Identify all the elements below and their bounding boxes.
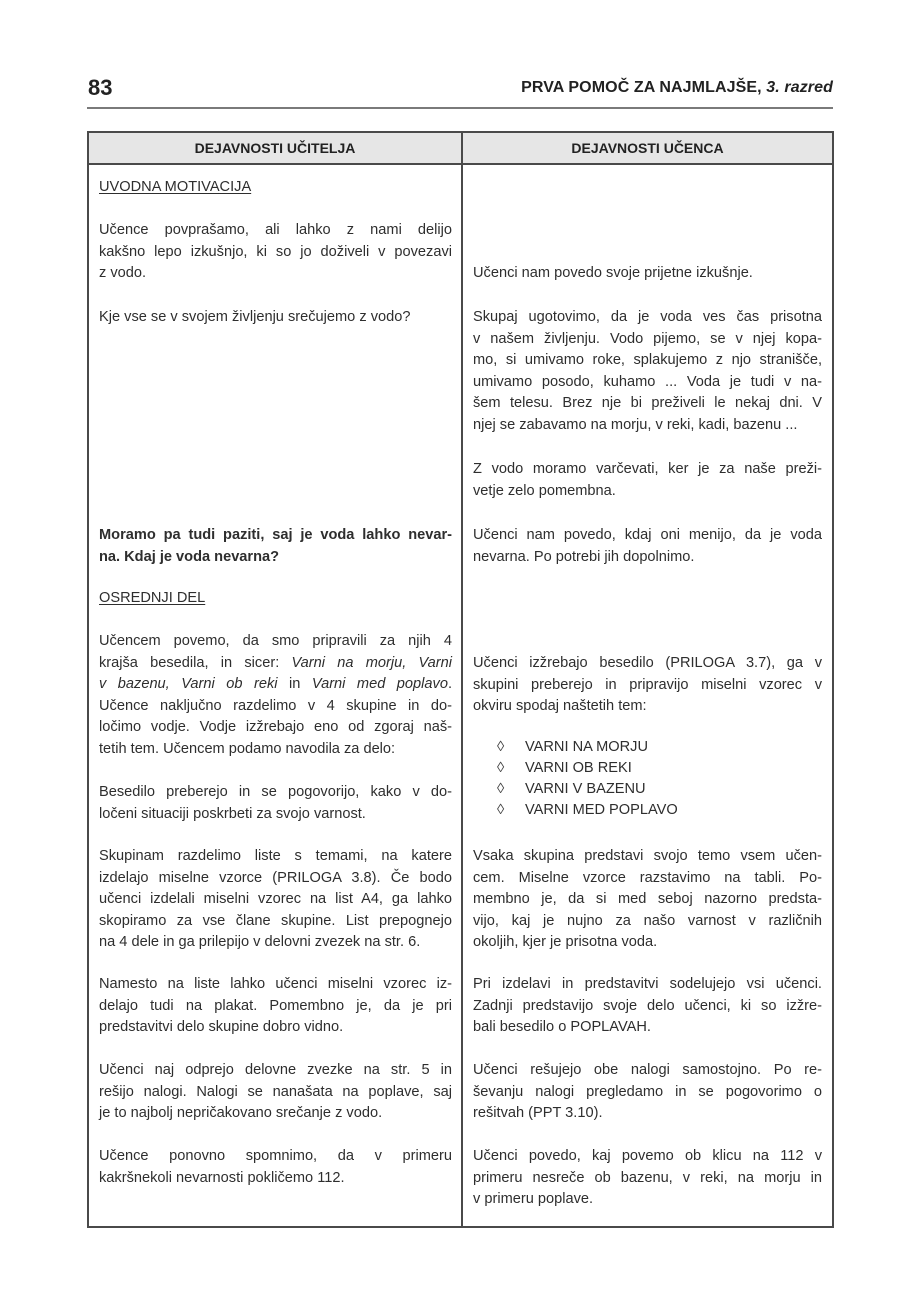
section-title-main: OSREDNJI DEL (99, 590, 206, 606)
section-title-intro: UVODNA MOTIVACIJA (99, 179, 252, 195)
text-line: cem. Miselne vzorce razstavimo na tabli. Po- (473, 869, 822, 886)
text-line: kakršnekoli nevarnosti pokličemo 112. (99, 1169, 345, 1186)
lesson-activities-table (87, 131, 834, 1228)
text-line: Vsaka skupina predstavi svojo temo vsem učen- (473, 848, 822, 864)
student-paragraph (473, 846, 822, 954)
book-title: PRVA POMOČ ZA NAJMLAJŠE, (521, 79, 762, 96)
topic-list (473, 737, 822, 821)
text-line: z vodo. (99, 265, 147, 282)
text-line: membno je, da si med seboj nazorno predsta- (473, 891, 822, 908)
text-line: mo, si umivamo roke, splakujemo z njo stranišče, (473, 352, 822, 369)
text-line: na 4 dele in ga prilepijo v delovni zvezek na str. 6. (99, 934, 421, 951)
text-line: okoljih, kjer je prisotna voda. (473, 934, 658, 951)
text-line: tetih tem. Učencem podamo navodila za delo: (99, 740, 396, 757)
text-line: Namesto na liste lahko učenci miselni vzorec iz- (99, 976, 452, 992)
text-line: Skupaj ugotovimo, da je voda ves čas prisotna (473, 309, 822, 325)
text-line: skopiramo za vse člane skupine. List prepognejo (99, 912, 452, 929)
running-head (521, 79, 833, 97)
text-line: umivamo posodo, kuhamo ... Voda je tudi v na- (473, 373, 822, 390)
text-line: delajo tudi na plakat. Pomembno je, da je pri (99, 997, 452, 1014)
text-line: v primeru poplave. (473, 1191, 594, 1208)
text-line: rešijo nalogi. Nalogi se nanašata na poplave, saj (99, 1083, 452, 1100)
topic-item: ◊ VARNI V BAZENU (473, 779, 822, 800)
text-line: njej se zabavamo na morju, v reki, kadi, bazenu ... (473, 416, 798, 433)
text-line: vijo, kaj je nujno za našo varnost v različnih (473, 912, 822, 929)
student-paragraph (473, 1060, 822, 1125)
text-line: je to najbolj nepričakovano srečanje z vodo. (99, 1105, 383, 1122)
text-line: Z vodo moramo varčevati, ker je za naše preži- (473, 461, 822, 477)
text-line: primeru nesreče ob bazenu, v reki, na morju in (473, 1169, 822, 1186)
column-header-student: DEJAVNOSTI UČENCA (571, 140, 724, 156)
text-line: Zadnji predstavijo svoje delo učenci, ki so izžre- (473, 997, 822, 1014)
diamond-bullet-icon: ◊ (497, 760, 505, 776)
student-paragraph (473, 459, 822, 502)
page-number: 83 (88, 75, 113, 100)
student-paragraph (473, 525, 822, 568)
text-line: vetje zelo pomembna. (473, 482, 616, 499)
text-line: ševanju nalogi pregledamo in se pogovorimo o (473, 1083, 822, 1100)
text-line: skupini preberejo in pripravijo miselni vzorec v (473, 676, 822, 693)
text-line: Učenci rešujejo obe nalogi samostojno. Po re- (473, 1062, 822, 1078)
text-line: ločimo vodje. Vodje izžrebajo eno od zgoraj naš- (99, 719, 452, 736)
teacher-paragraph (99, 631, 452, 761)
teacher-paragraph-bold (99, 525, 452, 568)
text-line: Besedilo preberejo in se pogovorijo, kako v do- (99, 784, 452, 800)
topic-item: ◊ VARNI OB REKI (473, 758, 822, 779)
teacher-paragraph (99, 974, 452, 1039)
text-line: Učence ponovno spomnimo, da v primeru (99, 1148, 452, 1164)
text-line: rešitvah (PPT 3.10). (473, 1105, 603, 1122)
student-paragraph (473, 1146, 822, 1211)
text-line: Kje vse se v svojem življenju srečujemo z vodo? (99, 309, 411, 325)
text-line: Učenci povedo, kaj povemo ob klicu na 112 v (473, 1148, 822, 1164)
grade-label: 3. razred (766, 79, 833, 96)
text-line: na. Kdaj je voda nevarna? (99, 548, 280, 565)
teacher-paragraph (99, 846, 452, 954)
teacher-paragraph (99, 1146, 452, 1189)
text-line: v bazenu, Varni ob reki in Varni med poplavo. (99, 676, 452, 693)
column-divider (461, 133, 463, 1226)
text-line: šem telesu. Brez nje bi preživeli le nekaj dni. V (473, 395, 822, 412)
text-line: Učenci izžrebajo besedilo (PRILOGA 3.7), ga v (473, 655, 822, 671)
student-paragraph (473, 974, 822, 1039)
text-line: Učence povprašamo, ali lahko z nami delijo (99, 222, 452, 238)
text-line: izdelajo miselne vzorce (PRILOGA 3.8). Če bodo (99, 869, 452, 886)
diamond-bullet-icon: ◊ (497, 739, 505, 755)
text-line: Pri izdelavi in predstavitvi sodelujejo vsi učenci. (473, 976, 822, 992)
text-line: okviru spodaj naštetih tem: (473, 698, 647, 715)
student-paragraph (473, 653, 822, 718)
text-line: učenci izdelali miselni vzorec na list A4, ga lahko (99, 891, 452, 908)
text-line: nevarna. Po potrebi jih dopolnimo. (473, 548, 695, 565)
text-line: krajša besedila, in sicer: Varni na morju, Varni (99, 654, 452, 671)
topic-item: ◊ VARNI MED POPLAVO (473, 800, 822, 821)
text-line: Učenci naj odprejo delovne zvezke na str. 5 in (99, 1062, 452, 1078)
text-line: kakšno lepo izkušnjo, ki so jo doživeli v povezavi (99, 243, 452, 260)
diamond-bullet-icon: ◊ (497, 802, 505, 818)
student-paragraph (473, 263, 822, 285)
student-paragraph (473, 307, 822, 437)
teacher-paragraph (99, 1060, 452, 1125)
text-line: Učence naključno razdelimo v 4 skupine in do- (99, 697, 452, 714)
text-line: bali besedilo o POPLAVAH. (473, 1019, 651, 1036)
text-line: Skupinam razdelimo liste s temami, na katere (99, 848, 452, 864)
text-line: v našem življenju. Vodo pijemo, se v njej kopa- (473, 330, 822, 347)
text-line: predstavitvi delo skupine dobro vidno. (99, 1019, 344, 1036)
text-line: Učenci nam povedo svoje prijetne izkušnje. (473, 265, 753, 281)
header-rule (87, 107, 833, 109)
teacher-paragraph (99, 220, 452, 285)
column-header-teacher: DEJAVNOSTI UČITELJA (194, 140, 356, 156)
teacher-paragraph (99, 307, 452, 329)
teacher-paragraph (99, 782, 452, 825)
diamond-bullet-icon: ◊ (497, 781, 505, 797)
topic-item: ◊ VARNI NA MORJU (473, 737, 822, 758)
text-line: Učenci nam povedo, kdaj oni menijo, da je voda (473, 527, 822, 543)
text-line: Moramo pa tudi paziti, saj je voda lahko nevar- (99, 527, 452, 543)
text-line: Učencem povemo, da smo pripravili za njih 4 (99, 633, 452, 649)
text-line: ločeni situaciji poskrbeti za svojo varnost. (99, 805, 366, 822)
